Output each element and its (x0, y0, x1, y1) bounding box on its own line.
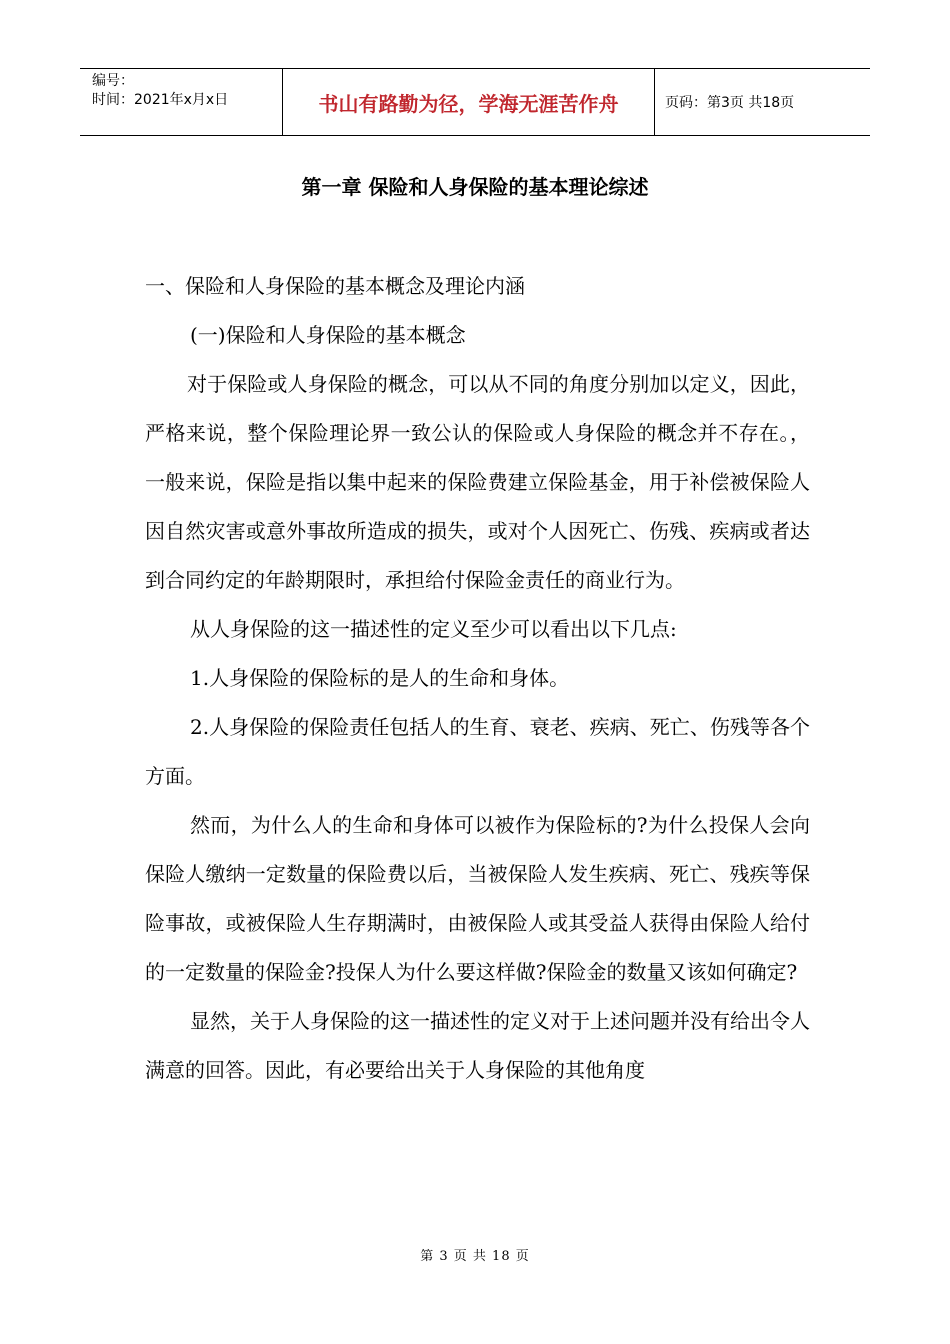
list-item: 1.人身保险的保险标的是人的生命和身体。 (190, 666, 570, 690)
number-label: 编号： (92, 73, 134, 89)
paragraph: 从人身保险的这一描述性的定义至少可以看出以下几点: (190, 617, 677, 641)
header-meta (80, 69, 282, 135)
document-body (145, 262, 810, 1095)
time-label: 时间：2021年x月x日 (92, 92, 229, 108)
paragraph: 显然，关于人身保险的这一描述性的定义对于上述问题并没有给出令人满意的回答。因此，有必要给出关于人身保险的其他角度 (145, 1009, 810, 1082)
header-page-code: 页码：第3页 共18页 (665, 95, 795, 111)
page-footer: 第 3 页 共 18 页 (420, 1249, 530, 1264)
document-header (80, 68, 870, 136)
section-heading: 一、保险和人身保险的基本概念及理论内涵 (145, 274, 525, 298)
header-motto: 书山有路勤为径，学海无涯苦作舟 (282, 69, 655, 135)
paragraph: 然而，为什么人的生命和身体可以被作为保险标的?为什么投保人会向保险人缴纳一定数量的保险费以后，当被保险人发生疾病、死亡、残疾等保险事故，或被保险人生存期满时，由被保险人或其受益人获得由保险人给付的一定数量的保险金?投保人为什么要这样做?保险金的数量又该如何确定? (145, 813, 810, 984)
paragraph: 对于保险或人身保险的概念，可以从不同的角度分别加以定义，因此，严格来说，整个保险理论界一致公认的保险或人身保险的概念并不存在。，一般来说，保险是指以集中起来的保险费建立保险基金，用于补偿被保险人因自然灾害或意外事故所造成的损失，或对个人因死亡、伤残、疾病或者达到合同约定的年龄期限时，承担给付保险金责任的商业行为。 (145, 372, 810, 592)
list-item: 2.人身保险的保险责任包括人的生育、衰老、疾病、死亡、伤残等各个方面。 (145, 715, 810, 788)
chapter-title: 第一章 保险和人身保险的基本理论综述 (301, 175, 649, 199)
subsection-heading: (一)保险和人身保险的基本概念 (190, 323, 466, 347)
